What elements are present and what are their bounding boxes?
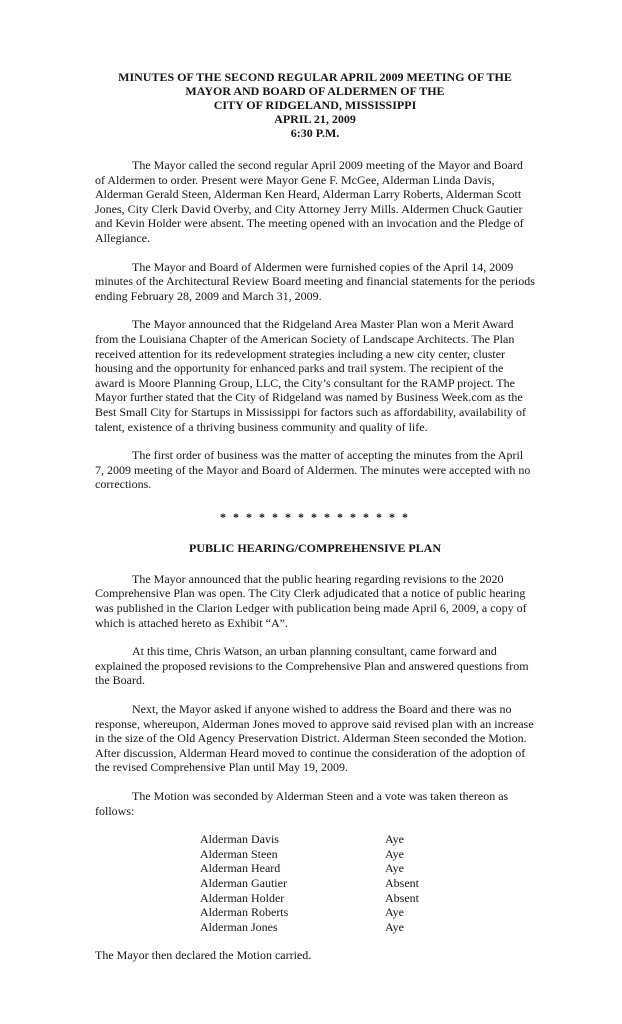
vote-row [95, 891, 535, 906]
vote-name: Alderman Gautier [200, 875, 287, 890]
vote-value: Absent [385, 875, 419, 890]
vote-value: Absent [385, 890, 419, 905]
vote-name: Alderman Steen [200, 846, 278, 861]
vote-value: Aye [385, 905, 404, 920]
vote-row [95, 920, 535, 935]
paragraph-chris-watson: At this time, Chris Watson, an urban planning consultant, came forward and explained the proposed revisions to the Comprehensive Plan and answered questions from the Board. [95, 644, 529, 688]
vote-value: Aye [385, 846, 404, 861]
closing-line: The Mayor then declared the Motion carried. [95, 948, 312, 963]
paragraph-public-hearing-open: The Mayor announced that the public hearing regarding revisions to the 2020 Comprehensive Plan was open. The City Clerk adjudicated that a notice of public hearing was published in the Clarion Ledger with publication being made April 6, 2009, a copy of which is attached hereto as Exhibit “A”. [95, 571, 527, 630]
vote-value: Aye [385, 919, 404, 934]
paragraph-merit-award: The Mayor announced that the Ridgeland Area Master Plan won a Merit Award from the Louisiana Chapter of the American Society of Landscape Architects. The Plan received attention for its redevelopment strategies including a new city center, cluster housing and the opportunity for enhanced parks and trail system. The recipient of the award is Moore Planning Group, LLC, the City’s consultant for the RAMP project. The Mayor further stated that the City of Ridgeland was named by Business Week.com as the Best Small City for Startups in Mississippi for factors such as affordability, availability of talent, existence of a thriving business community and quality of life. [95, 317, 526, 434]
paragraph-motion-continue: Next, the Mayor asked if anyone wished to address the Board and there was no response, whereupon, Alderman Jones moved to approve said revised plan with an increase in the size of the Old Agency Preservation District. Alderman Steen seconded the Motion. After discussion, Alderman Heard moved to continue the consideration of the adoption of the revised Comprehensive Plan until May 19, 2009. [95, 702, 534, 775]
vote-row [95, 861, 535, 876]
vote-value: Aye [385, 861, 404, 876]
vote-name: Alderman Holder [200, 890, 285, 905]
vote-row [95, 876, 535, 891]
section-heading-public-hearing: PUBLIC HEARING/COMPREHENSIVE PLAN [188, 540, 442, 555]
vote-name: Alderman Jones [200, 919, 278, 934]
section-separator: * * * * * * * * * * * * * * * [220, 509, 410, 524]
title-line: CITY OF RIDGELAND, MISSISSIPPI [213, 98, 417, 112]
document-title [95, 70, 535, 140]
paragraph-motion-seconded: The Motion was seconded by Alderman Steen and a vote was taken thereon as follows: [95, 789, 509, 818]
paragraph-call-to-order: The Mayor called the second regular April 2009 meeting of the Mayor and Board of Aldermen to order. Present were Mayor Gene F. McGee, Alderman Linda Davis, Alderman Gerald Steen, Alderman Ken Heard, Alderman Larry Roberts, Alderman Scott Jones, City Clerk David Overby, and City Attorney Jerry Mills. Aldermen Chuck Gautier and Kevin Holder were absent. The meeting opened with an invocation and the Pledge of Allegiance. [95, 158, 524, 245]
title-line: MINUTES OF THE SECOND REGULAR APRIL 2009 MEETING OF THE [118, 70, 512, 84]
vote-name: Alderman Davis [200, 832, 279, 847]
paragraph-first-order: The first order of business was the matter of accepting the minutes from the April 7, 2009 meeting of the Mayor and Board of Aldermen. The minutes were accepted with no corrections. [95, 448, 531, 492]
document-content [95, 70, 535, 963]
vote-value: Aye [385, 832, 404, 847]
vote-name: Alderman Heard [200, 861, 281, 876]
vote-row [95, 832, 535, 847]
vote-table [95, 832, 535, 934]
vote-row [95, 905, 535, 920]
title-line-date: APRIL 21, 2009 [274, 112, 356, 126]
vote-name: Alderman Roberts [200, 905, 289, 920]
title-line-time: 6:30 P.M. [290, 126, 340, 140]
vote-row [95, 847, 535, 862]
title-line: MAYOR AND BOARD OF ALDERMEN OF THE [185, 84, 445, 98]
paragraph-furnished-copies: The Mayor and Board of Aldermen were furnished copies of the April 14, 2009 minutes of the Architectural Review Board meeting and financial statements for the periods ending February 28, 2009 and March 31, 2009. [95, 259, 535, 303]
